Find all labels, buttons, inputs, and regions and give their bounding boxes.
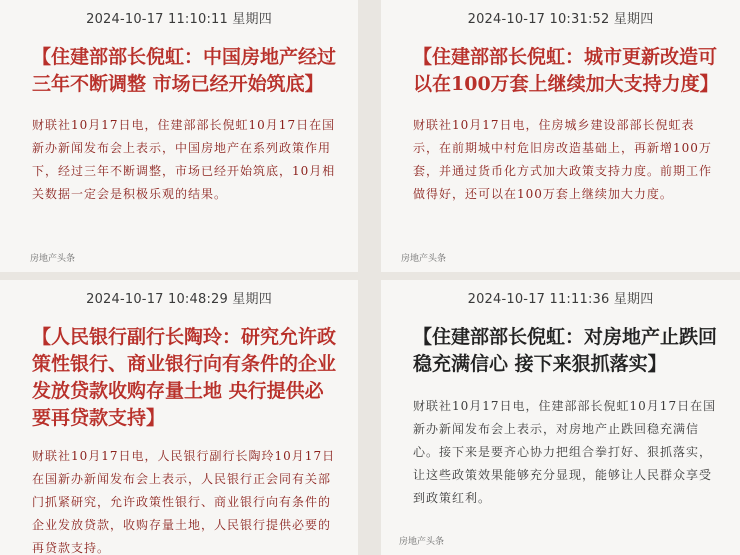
article-body: 财联社10月17日电，人民银行副行长陶玲10月17日在国新办新闻发布会上表示，人民银行正会同有关部门抓紧研究，允许政策性银行、商业银行向有条件的企业发放贷款，收购存量土地，人民银行提供必要的再贷款支持。 bbox=[32, 449, 336, 555]
timestamp: 2024-10-17 10:31:52 星期四 bbox=[467, 12, 654, 27]
source-label: 房地产头条 bbox=[401, 254, 447, 264]
timestamp: 2024-10-17 10:48:29 星期四 bbox=[86, 292, 272, 307]
timestamp: 2024-10-17 11:10:11 星期四 bbox=[86, 12, 272, 27]
news-card[interactable] bbox=[381, 0, 740, 272]
headline: 【人民银行副行长陶玲：研究允许政策性银行、商业银行向有条件的企业发放贷款收购存量土地 央行提供必要再贷款支持】 bbox=[32, 326, 337, 429]
source-label: 房地产头条 bbox=[30, 254, 76, 264]
headline: 【住建部部长倪虹：中国房地产经过三年不断调整 市场已经开始筑底】 bbox=[32, 46, 337, 95]
news-card[interactable] bbox=[0, 280, 358, 555]
headline: 【住建部部长倪虹：对房地产止跌回稳充满信心 接下来狠抓落实】 bbox=[413, 326, 718, 375]
timestamp: 2024-10-17 11:11:36 星期四 bbox=[467, 292, 654, 307]
article-body: 财联社10月17日电，住建部部长倪虹10月17日在国新办新闻发布会上表示，对房地产止跌回稳充满信心。接下来是要齐心协力把组合拳打好、狠抓落实，让这些政策效果能够充分显现，能够让人民群众享受到政策红利。 bbox=[413, 399, 717, 505]
article-body: 财联社10月17日电，住房城乡建设部部长倪虹表示，在前期城中村危旧房改造基础上，再新增100万套，并通过货币化方式加大政策支持力度。前期工作做得好，还可以在100万套上继续加大力度。 bbox=[413, 118, 713, 201]
headline: 【住建部部长倪虹：城市更新改造可以在100万套上继续加大支持力度】 bbox=[413, 46, 719, 95]
news-card[interactable] bbox=[0, 0, 358, 272]
news-card[interactable] bbox=[381, 280, 740, 555]
source-label: 房地产头条 bbox=[399, 537, 445, 547]
article-body: 财联社10月17日电，住建部部长倪虹10月17日在国新办新闻发布会上表示，中国房地产在系列政策作用下，经过三年不断调整，市场已经开始筑底，10月相关数据一定会是积极乐观的结果。 bbox=[32, 118, 336, 201]
